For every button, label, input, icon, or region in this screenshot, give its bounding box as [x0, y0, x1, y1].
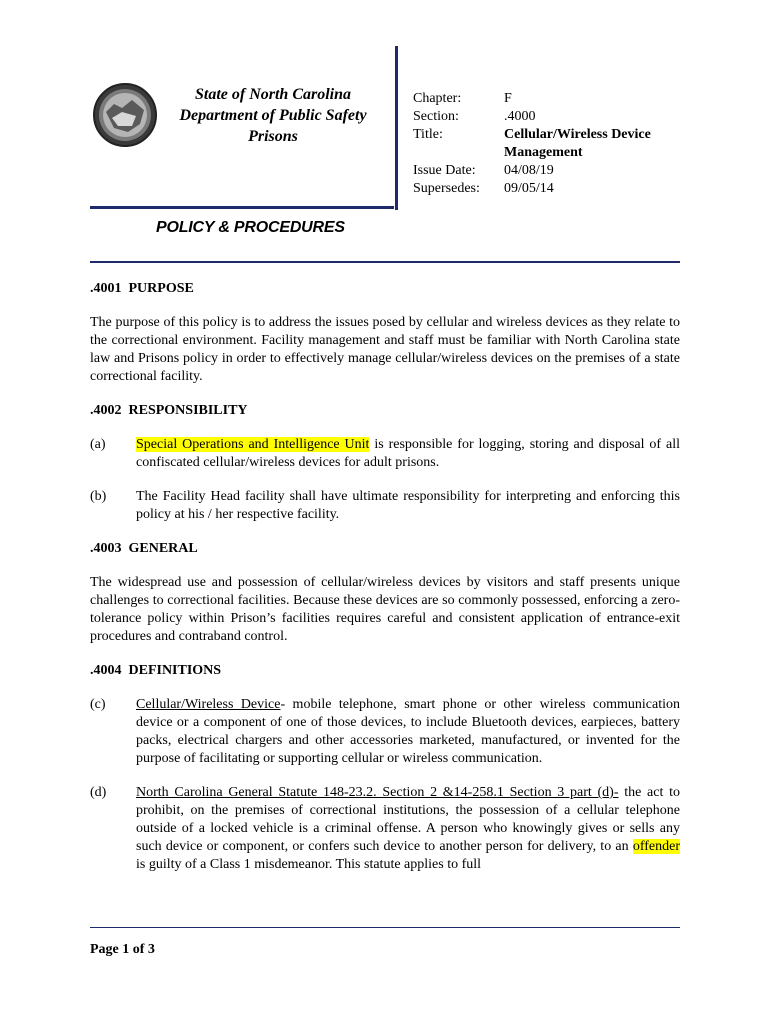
- organization-name: [160, 84, 386, 147]
- defined-term: Cellular/Wireless Device: [136, 697, 281, 712]
- header-horizontal-rule: [90, 206, 394, 209]
- meta-supersedes-value: 09/05/14: [504, 181, 554, 196]
- item-text: [136, 784, 680, 874]
- banner-rule: [90, 261, 680, 263]
- definition-item-c: [90, 696, 680, 768]
- meta-title-line2: Management: [504, 145, 583, 160]
- item-label: (d): [90, 785, 107, 800]
- item-text: [136, 436, 680, 472]
- meta-title-row: [413, 126, 674, 162]
- org-line-department: Department of Public Safety: [179, 107, 367, 124]
- meta-issue-row: [413, 162, 674, 180]
- meta-supersedes-label: Supersedes:: [413, 181, 480, 196]
- definition-text-part1: the act to prohibit, on the premises of correctional institutions, the possession of a cellular telephone outside of a locked vehicle is a criminal offense. A person who knowingly gives or sells any such device or component, or confers such device to another person for delivery, to an: [136, 785, 680, 854]
- meta-section-value: .4000: [504, 109, 536, 124]
- general-paragraph: The widespread use and possession of cellular/wireless devices by visitors and staff presents unique challenges to correctional facilities. Because these devices are so commonly possessed, enforcing a zero-tolerance policy within Prison’s facilities requires careful and consistent application of entrance-exit procedures and contraband control.: [90, 575, 680, 644]
- meta-chapter-value: F: [504, 91, 512, 106]
- section-heading-definitions: .4004 DEFINITIONS: [90, 663, 222, 678]
- responsibility-item-a: [90, 436, 680, 472]
- item-label: (a): [90, 437, 106, 452]
- item-label: (c): [90, 697, 106, 712]
- highlighted-term-offender: offender: [632, 839, 680, 854]
- section-heading-responsibility: .4002 RESPONSIBILITY: [90, 403, 248, 418]
- highlighted-unit-name: Special Operations and Intelligence Unit: [136, 437, 370, 452]
- state-seal-icon: [92, 82, 158, 148]
- item-text-rest: is responsible for logging, storing and disposal of all confiscated cellular/wireless devices for adult prisons.: [136, 437, 680, 470]
- meta-section-row: [413, 108, 674, 126]
- item-text: The Facility Head facility shall have ultimate responsibility for interpreting and enforcing this policy at his / her respective facility.: [136, 489, 680, 522]
- section-heading-purpose: .4001 PURPOSE: [90, 281, 194, 296]
- header-vertical-rule: [395, 46, 398, 210]
- org-line-division: Prisons: [248, 128, 298, 145]
- definition-item-d: [90, 784, 680, 874]
- meta-title-value: [504, 126, 674, 162]
- document-body: [90, 280, 680, 890]
- purpose-paragraph: The purpose of this policy is to address the issues posed by cellular and wireless devices as they relate to the correctional environment. Facility management and staff must be familiar with North Carolina state law and Prisons policy in order to effectively manage cellular/wireless devices on the premises of a state correctional facility.: [90, 315, 680, 384]
- meta-chapter-label: Chapter:: [413, 91, 462, 106]
- meta-issue-value: 04/08/19: [504, 163, 554, 178]
- document-metadata: [413, 90, 674, 198]
- meta-title-line1: Cellular/Wireless Device: [504, 127, 651, 142]
- meta-issue-label: Issue Date:: [413, 163, 476, 178]
- meta-chapter-row: [413, 90, 674, 108]
- item-text: [136, 696, 680, 768]
- meta-section-label: Section:: [413, 109, 459, 124]
- definition-text-part2: is guilty of a Class 1 misdemeanor. This statute applies to full: [136, 857, 482, 872]
- definition-text: - mobile telephone, smart phone or other wireless communication device or a component of one of those devices, to include Bluetooth devices, earpieces, battery packs, electrical chargers and other accessories marketed, manufactured, or invented for the purpose of facilitating or supporting cellular or wireless communication.: [136, 697, 680, 766]
- meta-title-label: Title:: [413, 127, 443, 142]
- page-number: Page 1 of 3: [90, 942, 155, 957]
- statute-reference: North Carolina General Statute 148-23.2. Section 2 &14-258.1 Section 3 part (d)-: [136, 785, 619, 800]
- policy-banner-title: POLICY & PROCEDURES: [156, 219, 345, 236]
- footer-rule: [90, 927, 680, 928]
- meta-supersedes-row: [413, 180, 674, 198]
- org-line-state: State of North Carolina: [194, 86, 352, 103]
- item-label: (b): [90, 489, 107, 504]
- responsibility-item-b: [90, 488, 680, 524]
- section-heading-general: .4003 GENERAL: [90, 541, 198, 556]
